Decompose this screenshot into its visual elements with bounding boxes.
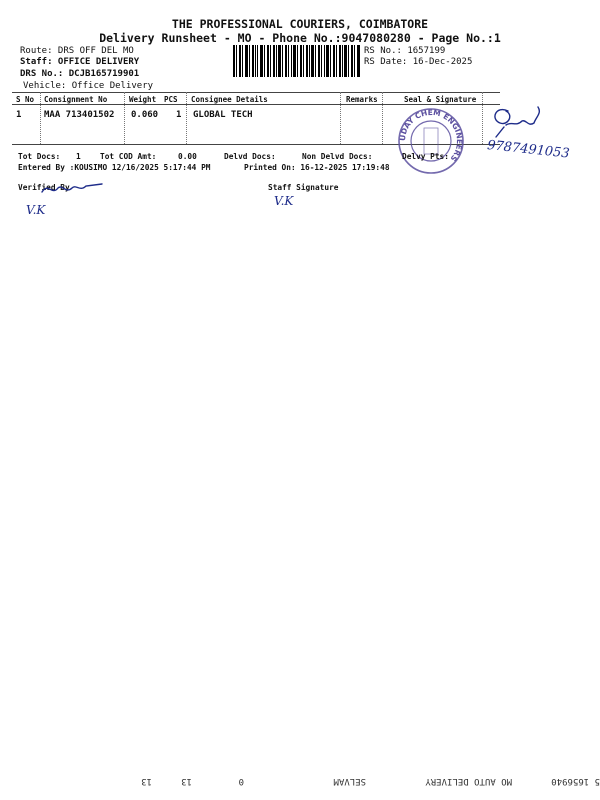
col-header-seal: Seal & Signature [404, 95, 477, 104]
row-consignee: GLOBAL TECH [193, 110, 253, 120]
entered-by: Entered By :KOUSIMO 12/16/2025 5:17:44 PM [18, 163, 211, 172]
strip-value-13a: 13 [181, 776, 192, 786]
rs-date: RS Date: 16-Dec-2025 [364, 57, 473, 67]
delvy-pts-label: Delvy Pts: [402, 152, 449, 161]
tot-cod-label: Tot COD Amt: [100, 152, 157, 161]
strip-route: MO AUTO DELIVERY [425, 776, 512, 786]
strip-value-13b: 13 [141, 776, 152, 786]
strip-value-0: 0 [238, 776, 244, 786]
staff-text: Staff: OFFICE DELIVERY [20, 57, 140, 67]
tot-docs-label: Tot Docs: [18, 152, 61, 161]
handwritten-signature [486, 97, 546, 139]
row-consignment-no: MAA 713401502 [44, 110, 115, 120]
strip-number: 5 1656940 [551, 776, 600, 786]
drs-number: DRS No.: DCJB165719901 [20, 69, 140, 79]
col-divider [340, 92, 341, 144]
staff-signature-label: Staff Signature [268, 183, 339, 192]
strip-name: SELVAM [333, 776, 366, 786]
col-header-weight: Weight [129, 95, 157, 104]
printed-on: Printed On: 16-12-2025 17:19:48 [244, 163, 390, 172]
runsheet-title: Delivery Runsheet - MO - Phone No.:9047080280 - Page No.:1 [99, 31, 501, 45]
company-title: THE PROFESSIONAL COURIERS, COIMBATORE [171, 17, 429, 31]
vehicle-text: Vehicle: Office Delivery [23, 81, 154, 91]
col-header-consignment: Consignment No [44, 95, 108, 104]
col-header-pcs: PCS [164, 95, 178, 104]
row-pcs: 1 [176, 110, 182, 120]
route-text: Route: DRS OFF DEL MO [20, 46, 134, 56]
handwritten-phone: 9787491053 [486, 138, 571, 162]
col-divider [482, 92, 483, 144]
col-header-consignee: Consignee Details [191, 95, 268, 104]
col-divider [124, 92, 125, 144]
staff-initials: V.K [274, 194, 294, 208]
delvd-docs-label: Delvd Docs: [224, 152, 276, 161]
bottom-inverted-strip [120, 770, 600, 786]
table-header-rule [12, 104, 500, 105]
barcode-image [233, 45, 360, 77]
tot-cod-value: 0.00 [178, 152, 197, 161]
table-top-rule [12, 92, 500, 93]
col-divider [186, 92, 187, 144]
verifier-initials: V.K [26, 203, 46, 217]
verified-by-label: Verified By [18, 183, 70, 192]
col-divider [40, 92, 41, 144]
tot-docs-value: 1 [76, 152, 81, 161]
row-sno: 1 [16, 110, 22, 120]
stamp-text: UDAY CHEM ENGINEERS [397, 107, 465, 164]
row-weight: 0.060 [131, 110, 159, 120]
rs-number: RS No.: 1657199 [364, 46, 446, 56]
col-header-sno: S No [16, 95, 35, 104]
non-delvd-docs-label: Non Delvd Docs: [302, 152, 373, 161]
verifier-signature-scribble [40, 178, 104, 200]
company-seal-stamp [396, 106, 466, 176]
col-header-remarks: Remarks [346, 95, 378, 104]
col-divider [382, 92, 383, 144]
